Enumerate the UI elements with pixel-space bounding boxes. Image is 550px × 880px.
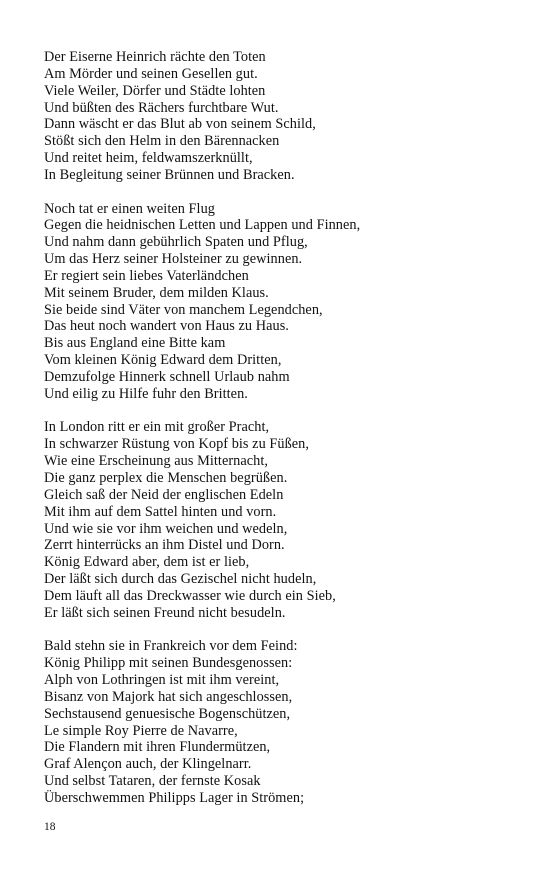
stanza <box>44 638 524 806</box>
verse-line: Demzufolge Hinnerk schnell Urlaub nahm <box>44 368 290 385</box>
verse-line: Und reitet heim, feldwamszerknüllt, <box>44 150 253 167</box>
verse-line: Und wie sie vor ihm weichen und wedeln, <box>44 520 288 537</box>
verse-line: Die ganz perplex die Menschen begrüßen. <box>44 470 288 486</box>
verse-line: Er regiert sein liebes Vaterländchen <box>44 267 249 284</box>
verse-line: Gegen die heidnischen Letten und Lappen und Finnen, <box>44 217 361 234</box>
stanza <box>44 49 524 184</box>
verse-line: Zerrt hinterrücks an ihm Distel und Dorn. <box>44 537 285 554</box>
verse-line: Und eilig zu Hilfe fuhr den Britten. <box>44 385 248 402</box>
verse-line: Mit seinem Bruder, dem milden Klaus. <box>44 284 269 301</box>
verse-line: Alph von Lothringen ist mit ihm vereint, <box>44 672 280 689</box>
poem-text <box>44 49 524 824</box>
verse-line: Gleich saß der Neid der englischen Edeln <box>44 486 284 503</box>
verse-line: Um das Herz seiner Holsteiner zu gewinnen. <box>44 251 303 268</box>
verse-line: Vom kleinen König Edward dem Dritten, <box>44 352 282 369</box>
verse-line: König Philipp mit seinen Bundesgenossen: <box>44 655 293 672</box>
verse-line: Wie eine Erscheinung aus Mitternacht, <box>44 453 268 470</box>
verse-line: Noch tat er einen weiten Flug <box>44 200 215 217</box>
verse-line: In Begleitung seiner Brünnen und Bracken. <box>44 166 295 183</box>
verse-line: Graf Alençon auch, der Klingelnarr. <box>44 756 252 773</box>
stanza <box>44 201 524 403</box>
verse-line: In schwarzer Rüstung von Kopf bis zu Füßen, <box>44 436 310 453</box>
verse-line: Der Eiserne Heinrich rächte den Toten <box>44 49 266 65</box>
verse-line: Am Mörder und seinen Gesellen gut. <box>44 65 258 82</box>
verse-line: In London ritt er ein mit großer Pracht, <box>44 419 270 436</box>
verse-line: König Edward aber, dem ist er lieb, <box>44 554 250 571</box>
verse-line: Bisanz von Majork hat sich angeschlossen, <box>44 688 293 705</box>
verse-line: Überschwemmen Philipps Lager in Strömen; <box>44 789 305 806</box>
verse-line: Das heut noch wandert von Haus zu Haus. <box>44 318 289 335</box>
verse-line: Viele Weiler, Dörfer und Städte lohten <box>44 82 266 99</box>
verse-line: Sie beide sind Väter von manchem Legendchen, <box>44 301 323 318</box>
verse-line: Bis aus England eine Bitte kam <box>44 335 226 352</box>
verse-line: Und selbst Tataren, der fernste Kosak <box>44 773 261 790</box>
stanza <box>44 419 524 621</box>
verse-line: Dann wäscht er das Blut ab von seinem Schild, <box>44 116 316 133</box>
verse-line: Der läßt sich durch das Gezischel nicht hudeln, <box>44 571 317 588</box>
verse-line: Und büßten des Rächers furchtbare Wut. <box>44 99 279 116</box>
verse-line: Mit ihm auf dem Sattel hinten und vorn. <box>44 503 277 520</box>
verse-line: Er läßt sich seinen Freund nicht besudeln. <box>44 604 286 621</box>
verse-line: Sechstausend genuesische Bogenschützen, <box>44 705 291 722</box>
verse-line: Le simple Roy Pierre de Navarre, <box>44 722 238 739</box>
verse-line: Bald stehn sie in Frankreich vor dem Feind: <box>44 638 298 655</box>
verse-line: Die Flandern mit ihren Flundermützen, <box>44 739 271 756</box>
verse-line: Dem läuft all das Dreckwasser wie durch ein Sieb, <box>44 587 336 604</box>
page-number: 18 <box>44 821 56 833</box>
verse-line: Stößt sich den Helm in den Bärennacken <box>44 133 280 150</box>
verse-line: Und nahm dann gebührlich Spaten und Pflug, <box>44 234 308 251</box>
